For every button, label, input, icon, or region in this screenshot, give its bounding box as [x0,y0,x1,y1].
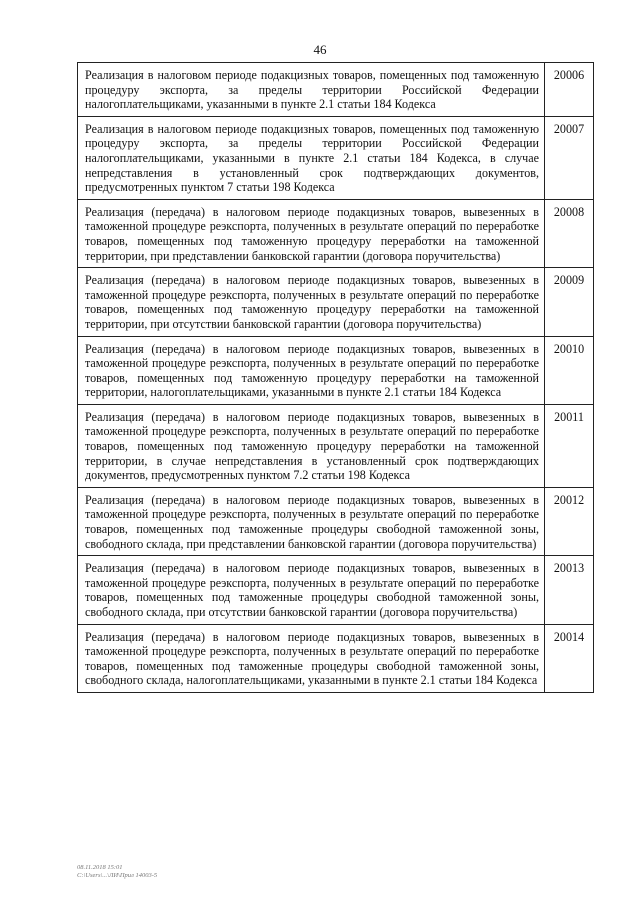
table-row [78,116,594,199]
table-row [78,63,594,117]
table-row [78,624,594,692]
operation-description: Реализация в налоговом периоде подакцизных товаров, помещенных под таможенную процедуру экспорта, за пределы территории Российской Федерации налогоплательщиками, указанными в пункте 2.1 статьи 184 Кодекса [78,63,545,117]
operation-description: Реализация (передача) в налоговом периоде подакцизных товаров, вывезенных в таможенной процедуре реэкспорта, полученных в результате операций по переработке товаров, помещенных под таможенные процедуры свободной таможенной зоны, свободного склада, налогоплательщиками, указанными в пункте 2.1 статьи 184 Кодекса [78,624,545,692]
operation-description: Реализация (передача) в налоговом периоде подакцизных товаров, вывезенных в таможенной процедуре реэкспорта, полученных в результате операций по переработке товаров, помещенных под таможенную процедуру переработки на таможенной территории, в случае непредставления в установленный срок подтверждающих документов, предусмотренных пунктом 7.2 статьи 198 Кодекса [78,404,545,487]
operation-code: 20008 [545,199,594,267]
table-row [78,556,594,624]
operation-description: Реализация (передача) в налоговом периоде подакцизных товаров, вывезенных в таможенной процедуре реэкспорта, полученных в результате операций по переработке товаров, помещенных под таможенную процедуру переработки на таможенной территории, при представлении банковской гарантии (договора поручительства) [78,199,545,267]
table-row [78,336,594,404]
operation-description: Реализация (передача) в налоговом периоде подакцизных товаров, вывезенных в таможенной процедуре реэкспорта, полученных в результате операций по переработке товаров, помещенных под таможенные процедуры свободной таможенной зоны, свободного склада, при отсутствии банковской гарантии (договора поручительства) [78,556,545,624]
table-body [78,63,594,693]
operation-code: 20013 [545,556,594,624]
operation-codes-table [77,62,594,693]
operation-description: Реализация (передача) в налоговом периоде подакцизных товаров, вывезенных в таможенной процедуре реэкспорта, полученных в результате операций по переработке товаров, помещенных под таможенные процедуры свободной таможенной зоны, свободного склада, при представлении банковской гарантии (договора поручительства) [78,487,545,555]
table-row [78,404,594,487]
table-row [78,199,594,267]
footer-file-path: C:\Users\...\ЛИ\Прил 14003-5 [77,872,158,879]
table-row [78,268,594,336]
document-footer [77,864,157,880]
operation-code: 20009 [545,268,594,336]
operation-description: Реализация (передача) в налоговом периоде подакцизных товаров, вывезенных в таможенной процедуре реэкспорта, полученных в результате операций по переработке товаров, помещенных под таможенную процедуру переработки на таможенной территории, при отсутствии банковской гарантии (договора поручительства) [78,268,545,336]
operation-description: Реализация в налоговом периоде подакцизных товаров, помещенных под таможенную процедуру экспорта, за пределы территории Российской Федерации налогоплательщиками, указанными в пункте 2.1 статьи 184 Кодекса, в случае непредставления в установленный срок подтверждающих документов, предусмотренных пунктом 7 статьи 198 Кодекса [78,116,545,199]
page-number: 46 [313,42,327,57]
operation-code: 20014 [545,624,594,692]
operation-code: 20011 [545,404,594,487]
operation-code: 20006 [545,63,594,117]
operation-code: 20007 [545,116,594,199]
footer-timestamp: 08.11.2018 15:01 [77,864,123,871]
table-row [78,487,594,555]
operation-code: 20012 [545,487,594,555]
operation-code: 20010 [545,336,594,404]
operation-description: Реализация (передача) в налоговом периоде подакцизных товаров, вывезенных в таможенной процедуре реэкспорта, полученных в результате операций по переработке товаров, помещенных под таможенную процедуру переработки на таможенной территории, налогоплательщиками, указанными в пункте 2.1 статьи 184 Кодекса [78,336,545,404]
